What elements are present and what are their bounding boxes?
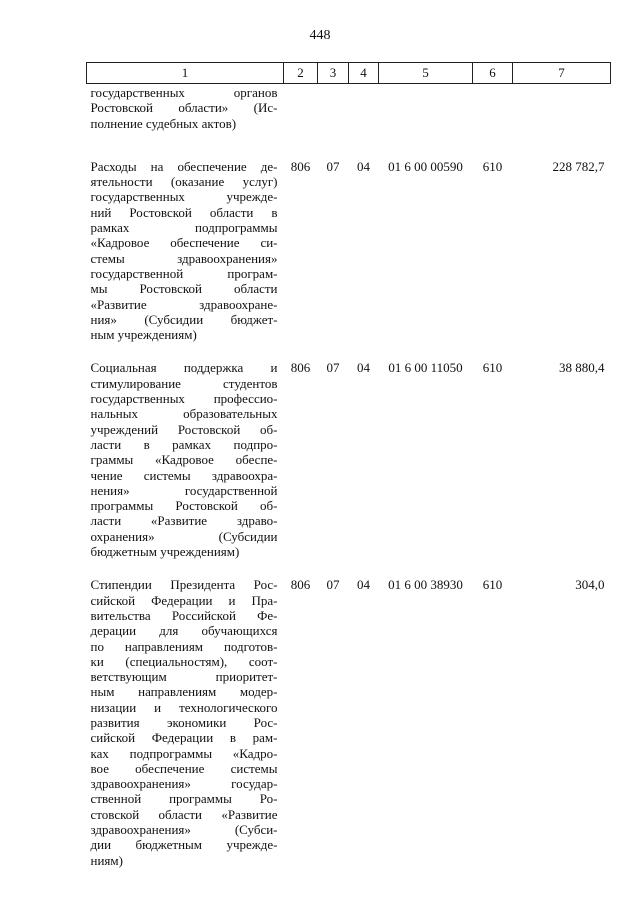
row-amount: 304,0 xyxy=(575,577,605,593)
row-description xyxy=(87,350,284,567)
budget-table xyxy=(86,62,611,868)
description-line: стимулирование студентов xyxy=(90,375,278,391)
header-col-6: 6 xyxy=(473,63,513,84)
row-subsection-code: 04 xyxy=(357,577,370,593)
row-target-article-code: 01 6 00 00590 xyxy=(388,158,463,174)
description-line: ственной программы Ро- xyxy=(90,791,278,807)
header-col-5: 5 xyxy=(379,63,473,84)
row-department-code: 806 xyxy=(290,577,311,593)
description-line: ния» (Субсидии бюджет- xyxy=(90,311,278,327)
description-line: охранения» (Субсидии xyxy=(90,528,278,544)
row-target-article-code xyxy=(379,84,473,149)
row-section-code: 07 xyxy=(326,158,340,174)
description-line: вое обеспечение системы xyxy=(90,760,278,776)
description-line: государственных учрежде- xyxy=(90,189,278,205)
description-line: нения» государственной xyxy=(90,482,278,498)
page-number: 448 xyxy=(309,28,331,43)
row-section-code: 07 xyxy=(326,577,340,593)
description-line: стемы здравоохранения» xyxy=(90,250,278,266)
row-description xyxy=(87,149,284,351)
description-line: нальных образовательных xyxy=(90,406,278,422)
description-line: государственной програм- xyxy=(90,265,278,281)
description-line: Ростовской области» (Ис- xyxy=(90,100,278,116)
row-amount: 38 880,4 xyxy=(559,360,605,376)
description-line: Социальная поддержка и xyxy=(90,360,278,376)
description-line: сийской Федерации и Пра- xyxy=(90,592,278,608)
table-body xyxy=(87,84,611,868)
row-section-code xyxy=(318,84,349,149)
row-amount: 228 782,7 xyxy=(552,158,605,174)
row-description xyxy=(87,567,284,868)
description-line: здравоохранения» государ- xyxy=(90,776,278,792)
description-line: ниям) xyxy=(90,852,123,868)
row-expense-type-code: 610 xyxy=(482,577,503,593)
row-department-code: 806 xyxy=(290,360,311,376)
table-row xyxy=(87,149,611,351)
row-expense-type-code: 610 xyxy=(482,158,503,174)
row-subsection-code xyxy=(349,84,379,149)
description-line: Стипендии Президента Рос- xyxy=(90,577,278,593)
table-header-row xyxy=(87,63,611,84)
description-line: ласти в рамках подпро- xyxy=(90,436,278,452)
description-line: ятельности (оказание услуг) xyxy=(90,174,278,190)
description-line: учреждений Ростовской об- xyxy=(90,421,278,437)
description-line: программы Ростовской об- xyxy=(90,498,278,514)
row-subsection-code: 04 xyxy=(357,158,370,174)
description-line: ным направлениям модер- xyxy=(90,684,278,700)
table-row xyxy=(87,350,611,567)
description-line: ветствующим приоритет- xyxy=(90,669,278,685)
description-line: рамках подпрограммы xyxy=(90,220,278,236)
description-line: дии бюджетным учрежде- xyxy=(90,837,278,853)
description-line: развития экономики Рос- xyxy=(90,714,278,730)
header-col-2: 2 xyxy=(284,63,318,84)
header-col-3: 3 xyxy=(318,63,349,84)
description-line: государственных профессио- xyxy=(90,391,278,407)
description-line: по направлениям подготов- xyxy=(90,638,278,654)
description-line: мы Ростовской области xyxy=(90,281,278,297)
description-line: низации и технологического xyxy=(90,699,278,715)
row-description xyxy=(87,84,284,149)
row-section-code: 07 xyxy=(326,360,340,376)
description-line: государственных органов xyxy=(90,85,278,100)
description-line: ласти «Развитие здраво- xyxy=(90,513,278,529)
row-target-article-code: 01 6 00 38930 xyxy=(388,577,463,593)
row-expense-type-code: 610 xyxy=(482,360,503,376)
description-line: «Развитие здравоохране- xyxy=(90,296,278,312)
description-line: стовской области «Развитие xyxy=(90,806,278,822)
table-row xyxy=(87,84,611,149)
header-col-4: 4 xyxy=(349,63,379,84)
description-line: здравоохранения» (Субси- xyxy=(90,822,278,838)
row-target-article-code: 01 6 00 11050 xyxy=(388,360,463,376)
description-line: ний Ростовской области в xyxy=(90,204,278,220)
description-line: чение системы здравоохра- xyxy=(90,467,278,483)
row-amount xyxy=(513,84,611,149)
description-line: сийской Федерации в рам- xyxy=(90,730,278,746)
header-col-7: 7 xyxy=(513,63,611,84)
row-expense-type-code xyxy=(473,84,513,149)
header-col-1: 1 xyxy=(87,63,284,84)
description-line: ки (специальностям), соот- xyxy=(90,653,278,669)
description-line: полнение судебных актов) xyxy=(90,115,237,131)
description-line: вительства Российской Фе- xyxy=(90,607,278,623)
description-line: Расходы на обеспечение де- xyxy=(90,158,278,174)
description-line: «Кадровое обеспечение си- xyxy=(90,235,278,251)
description-line: граммы «Кадровое обеспе- xyxy=(90,452,278,468)
row-department-code xyxy=(284,84,318,149)
table-row xyxy=(87,567,611,868)
description-line: бюджетным учреждениям) xyxy=(90,544,240,560)
description-line: дерации для обучающихся xyxy=(90,623,278,639)
row-subsection-code: 04 xyxy=(357,360,370,376)
row-department-code: 806 xyxy=(290,158,311,174)
description-line: ках подпрограммы «Кадро- xyxy=(90,745,278,761)
description-line: ным учреждениям) xyxy=(90,327,197,343)
